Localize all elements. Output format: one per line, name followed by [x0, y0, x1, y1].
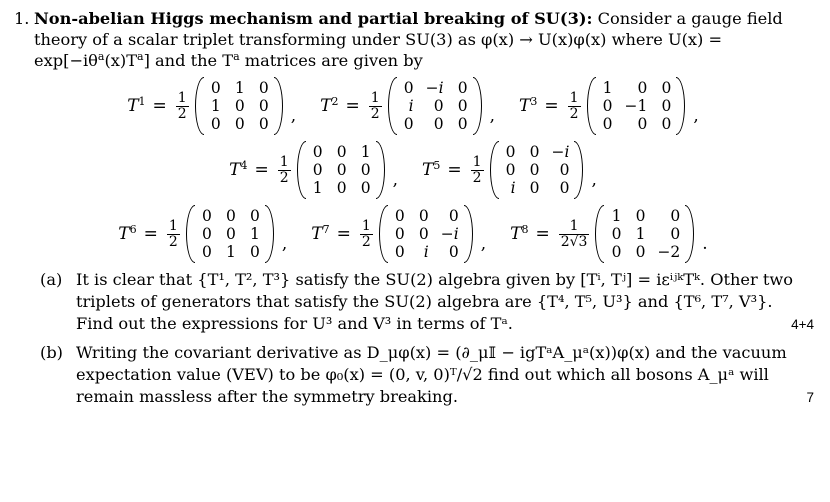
- equals-sign: =: [336, 223, 351, 244]
- equals-sign: =: [345, 95, 360, 116]
- part-b-marks: 7: [806, 390, 814, 405]
- matrix-entry: 0: [448, 243, 459, 261]
- matrix-label: $T^8$: [510, 222, 529, 244]
- matrix-entry: −i: [440, 225, 459, 243]
- matrix-entry: 0: [258, 97, 269, 115]
- matrix-entry: 0: [637, 79, 648, 97]
- equals-sign: =: [143, 223, 158, 244]
- matrix-entry: 0: [559, 179, 570, 197]
- matrix-entry: 0: [457, 115, 468, 133]
- matrix-T6: $T^6$ = $\frac{1}{2}$ 0 0 0 0 0 1 0 1 0 ,: [118, 207, 288, 261]
- matrix-entry: 1: [360, 143, 371, 161]
- matrix-entry: 0: [529, 161, 540, 179]
- matrix-label: $T^2$: [320, 94, 339, 116]
- matrix-entry: i: [408, 97, 414, 115]
- matrix-entry: i: [423, 243, 429, 261]
- matrix-entry: 0: [312, 143, 323, 161]
- matrix-entry: 0: [457, 79, 468, 97]
- part-b-text: [76, 342, 814, 409]
- problem-parts: [40, 269, 814, 409]
- matrix-entry: 0: [418, 225, 429, 243]
- prefactor: $\frac{1}{2}$: [370, 89, 380, 122]
- matrix-entry: 0: [635, 243, 646, 261]
- matrix-entry: 1: [602, 79, 613, 97]
- matrix-entry: 0: [258, 79, 269, 97]
- matrix-body: [379, 205, 473, 263]
- equals-sign: =: [152, 95, 167, 116]
- matrix-entry: 0: [249, 243, 260, 261]
- matrix-entry: 0: [611, 225, 622, 243]
- matrix-entry: 0: [360, 179, 371, 197]
- matrix-entry: 0: [433, 97, 444, 115]
- matrix-entry: 0: [394, 225, 405, 243]
- matrix-entry: 0: [505, 161, 516, 179]
- intro-1d: matrices are given by: [239, 51, 423, 70]
- matrix-body: [490, 141, 584, 199]
- matrix-entry: 0: [661, 79, 672, 97]
- part-a-text: [76, 269, 814, 336]
- problem-header: [14, 8, 816, 71]
- matrix-entry: −i: [425, 79, 444, 97]
- matrix-entry: 0: [529, 143, 540, 161]
- matrix-entry: 0: [670, 225, 681, 243]
- matrix-entry: 0: [336, 143, 347, 161]
- matrix-body: [297, 141, 385, 199]
- matrix-label: $T^3$: [519, 94, 538, 116]
- matrix-entry: 0: [225, 225, 236, 243]
- matrix-entry: 0: [249, 207, 260, 225]
- matrix-entry: i: [510, 179, 516, 197]
- problem-1: [14, 8, 816, 409]
- matrix-entry: 0: [448, 207, 459, 225]
- matrix-label: $T^7$: [311, 222, 330, 244]
- matrix-body: [195, 77, 283, 135]
- matrix-body: [595, 205, 694, 263]
- matrix-entry: 0: [661, 97, 672, 115]
- part-a-label: (a): [40, 270, 63, 289]
- intro-1b: (x)T: [104, 51, 137, 70]
- equals-sign: =: [535, 223, 550, 244]
- matrix-entry: 0: [394, 207, 405, 225]
- matrix-entry: 0: [201, 207, 212, 225]
- intro-1c: ] and the T: [143, 51, 234, 70]
- matrix-entry: 0: [234, 97, 245, 115]
- matrix-entry: 0: [225, 207, 236, 225]
- matrix-entry: 0: [433, 115, 444, 133]
- problem-number: 1.: [14, 9, 30, 28]
- matrix-entry: 0: [201, 225, 212, 243]
- matrix-label: $T^4$: [229, 158, 248, 180]
- prefactor: $\frac{1}{2}$: [569, 89, 579, 122]
- matrix-T3: $T^3$ = $\frac{1}{2}$ 1 0 0 0 −1 0 0 0 0 ,: [519, 79, 699, 133]
- matrix-entry: 1: [225, 243, 236, 261]
- matrix-T1: $T^1$ = $\frac{1}{2}$ 0 1 0 1 0 0 0 0 0 ,: [127, 79, 297, 133]
- part-b: [40, 342, 814, 409]
- matrix-entry: 0: [403, 115, 414, 133]
- matrix-entry: −2: [657, 243, 681, 261]
- prefactor: $\frac{1}{2}$: [472, 153, 482, 186]
- matrix-T7: $T^7$ = $\frac{1}{2}$ 0 0 0 0 0 −i 0 i 0 ,: [311, 207, 487, 261]
- problem-statement: Non-abelian Higgs mechanism and partial breaking of SU(3): Consider a gauge field theory of a scalar triplet transforming under SU(3) as φ(x) → U(x)φ(x) where $U(x) = \exp[-i\theta^a(x)T^a]$ and the $T^a$ matrices are given by: [34, 9, 783, 70]
- prefactor: $\frac{1}{2√3}$: [560, 217, 588, 250]
- matrix-body: [186, 205, 274, 263]
- matrix-entry: 0: [360, 161, 371, 179]
- matrix-T2: $T^2$ = $\frac{1}{2}$ 0 −i 0 i 0 0 0 0 0 ,: [320, 79, 495, 133]
- matrix-entry: 1: [234, 79, 245, 97]
- part-a-marks: 4+4: [791, 317, 814, 332]
- matrix-row-2: [14, 141, 816, 199]
- matrix-T4: $T^4$ = $\frac{1}{2}$ 0 0 1 0 0 0 1 0 0 ,: [229, 143, 399, 197]
- matrix-T8: $T^8$ = $\frac{1}{2√3}$ 1 0 0 0 1 0 0 0 −2 .: [510, 207, 708, 261]
- matrix-entry: 0: [457, 97, 468, 115]
- matrix-entry: 0: [661, 115, 672, 133]
- part-b-body: Writing the covariant derivative as D_μφ(x) = (∂_μ𝕀 − igTᵃA_μᵃ(x))φ(x) and the vacuum expectation value (VEV) to be φ₀(x) = (0, v, 0)ᵀ/√2 find out which all bosons A_μᵃ will remain massless after the symmetry breaking.: [76, 343, 787, 406]
- part-b-label: (b): [40, 343, 63, 362]
- matrix-body: [587, 77, 686, 135]
- matrix-entry: 1: [611, 207, 622, 225]
- matrix-entry: 1: [210, 97, 221, 115]
- matrix-entry: −1: [624, 97, 648, 115]
- matrix-label: $T^1$: [127, 94, 146, 116]
- matrix-entry: 0: [394, 243, 405, 261]
- matrix-entry: 0: [611, 243, 622, 261]
- matrix-entry: 0: [418, 207, 429, 225]
- matrix-entry: 0: [602, 97, 613, 115]
- problem-title: Non-abelian Higgs mechanism and partial breaking of SU(3):: [34, 9, 593, 28]
- matrix-entry: −i: [551, 143, 570, 161]
- matrix-entry: 0: [635, 207, 646, 225]
- matrix-entry: 0: [210, 79, 221, 97]
- matrix-entry: 0: [670, 207, 681, 225]
- matrix-entry: 0: [201, 243, 212, 261]
- intro-1: Consider a gauge field theory of a scalar triplet transforming under SU(3) as φ(x) → U(x)φ(x) where U(x) = exp[−iθ: [34, 9, 783, 70]
- matrix-label: $T^5$: [422, 158, 441, 180]
- matrix-row-1: [14, 77, 816, 135]
- matrix-entry: 0: [529, 179, 540, 197]
- prefactor: $\frac{1}{2}$: [168, 217, 178, 250]
- matrix-label: $T^6$: [118, 222, 137, 244]
- matrix-entry: 0: [559, 161, 570, 179]
- equals-sign: =: [544, 95, 559, 116]
- matrix-entry: 0: [210, 115, 221, 133]
- prefactor: $\frac{1}{2}$: [361, 217, 371, 250]
- matrix-entry: 1: [249, 225, 260, 243]
- matrix-entry: 0: [505, 143, 516, 161]
- part-a-body: It is clear that {T¹, T², T³} satisfy the SU(2) algebra given by [Tⁱ, Tʲ] = iεⁱʲᵏTᵏ. Other two triplets of generators that satisfy the SU(2) algebra are {T⁴, T⁵, U³} and {T⁶, T⁷, V³}. Find out the expressions for U³ and V³ in terms of Tᵃ.: [76, 270, 793, 333]
- prefactor: $\frac{1}{2}$: [279, 153, 289, 186]
- equals-sign: =: [447, 159, 462, 180]
- equals-sign: =: [254, 159, 269, 180]
- matrix-entry: 0: [312, 161, 323, 179]
- matrix-entry: 0: [403, 79, 414, 97]
- matrix-entry: 0: [336, 179, 347, 197]
- matrix-entry: 1: [635, 225, 646, 243]
- matrix-entry: 0: [234, 115, 245, 133]
- matrix-entry: 0: [637, 115, 648, 133]
- matrix-entry: 0: [258, 115, 269, 133]
- matrix-T5: $T^5$ = $\frac{1}{2}$ 0 0 −i 0 0 0 i 0 0 ,: [422, 143, 597, 197]
- matrix-body: [388, 77, 482, 135]
- matrix-row-3: [14, 205, 816, 263]
- matrix-entry: 1: [312, 179, 323, 197]
- matrix-entry: 0: [336, 161, 347, 179]
- prefactor: $\frac{1}{2}$: [177, 89, 187, 122]
- matrix-entry: 0: [602, 115, 613, 133]
- part-a: [40, 269, 814, 336]
